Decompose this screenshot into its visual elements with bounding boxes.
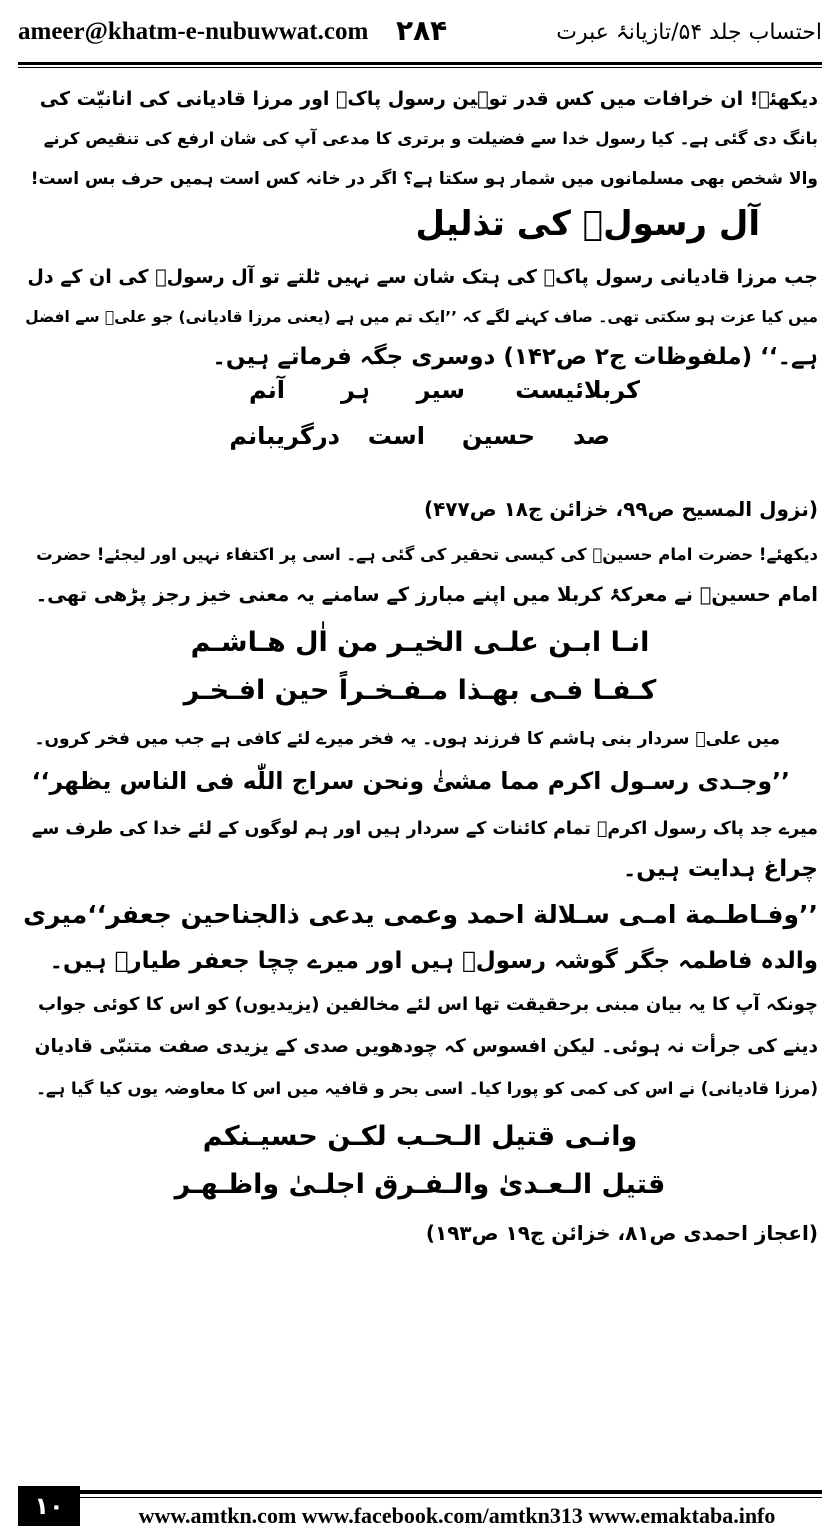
persian-couplet	[200, 376, 640, 466]
arabic-verse-2: کـفـا فـی بهـذا مـفـخـراً حین افـخـر	[183, 675, 657, 706]
paragraph-4-line-1: چونکہ آپ کا یہ بیان مبنی برحقیقت تھا اس لئے مخالفین (یزیدیوں) کو اس کا کوئی جواب	[37, 994, 818, 1015]
translation-1: میں علیؓ سردار بنی ہاشم کا فرزند ہوں۔ یہ فخر میرے لئے کافی ہے جب میں فخر کروں۔	[34, 729, 780, 749]
translation-3: والدہ فاطمہ جگر گوشہ رسولؐ ہیں اور میرے چچا جعفر طیارؓ ہیں۔	[49, 948, 818, 974]
translation-2-line-2: چراغ ہدایت ہیں۔	[622, 856, 818, 882]
paragraph-1-line-3: والا شخص بھی مسلمانوں میں شمار ہو سکتا ہے؟ اگر در خانہ کس است ہمیں حرف بس است!	[30, 169, 818, 189]
arabic-verse-1: انـا ابـن علـی الخیـر من اٰل هـاشـم	[190, 627, 650, 658]
paragraph-2-line-2: میں کیا عزت ہو سکتی تھی۔ صاف کہنے لگے کہ ’’ایک تم میں ہے (یعنی مرزا قادیانی) جو علیؓ سے افضل	[25, 308, 818, 326]
header-rule	[18, 62, 822, 65]
header-rule-thin	[18, 67, 822, 68]
couplet-word: سیر	[416, 376, 465, 404]
arabic-verse-5: وانـی قتیل الـحـب لکـن حسیـنکم	[202, 1121, 638, 1152]
paragraph-1-line-2: بانگ دی گئی ہے۔ کیا رسول خدا سے فضیلت و برتری کا مدعی آپ کی شان ارفع کی تنقیص کرنے	[43, 129, 818, 148]
translation-2-line-1: میرے جد پاک رسول اکرمؐ تمام کائنات کے سردار ہیں اور ہم لوگوں کے لئے خدا کی طرف سے	[31, 819, 818, 839]
arabic-verse-4: ’’وفـاطـمة امـی سـلالة احمد وعمی یدعی ذالجناحین جعفر‘‘میری	[23, 900, 818, 929]
couplet-word: آنم	[248, 376, 285, 404]
footer-rule-thin	[80, 1497, 822, 1498]
header-email: ameer@khatm-e-nubuwwat.com	[18, 18, 369, 45]
paragraph-4-line-2: دینے کی جرأت نہ ہوئی۔ لیکن افسوس کہ چودھویں صدی کے یزیدی صفت متنبّی قادیان	[34, 1036, 818, 1057]
couplet-word: صد	[572, 422, 610, 450]
page-header	[18, 14, 822, 58]
paragraph-2-line-1: جب مرزا قادیانی رسول پاکؐ کی ہتک شان سے نہیں ٹلتے تو آل رسولؐ کی ان کے دل	[27, 266, 818, 288]
citation-2: (اعجاز احمدی ص۸۱، خزائن ج۱۹ ص۱۹۳)	[425, 1221, 818, 1245]
couplet-word: است	[367, 422, 425, 450]
paragraph-4-line-3: (مرزا قادیانی) نے اس کی کمی کو پورا کیا۔ اسی بحر و قافیہ میں اس کا معاوضہ یوں کیا گیا ہے۔	[36, 1079, 818, 1098]
couplet-word: حسین	[461, 422, 535, 450]
paragraph-3-line-1: دیکھئے! حضرت امام حسینؓ کی کیسی تحقیر کی گئی ہے۔ اسی پر اکتفاء نہیں اور لیجئے! حضرت	[36, 545, 818, 564]
footer-page-number: ۱۰	[18, 1486, 80, 1526]
footer-links: www.amtkn.com www.facebook.com/amtkn313 www.emaktaba.info	[138, 1503, 776, 1528]
paragraph-3-line-2: امام حسینؓ نے معرکۂ کربلا میں اپنے مبارز کے سامنے یہ معنی خیز رجز پڑھی تھی۔	[35, 583, 818, 606]
footer-rule	[80, 1490, 822, 1494]
arabic-verse-6: قتیل الـعـدیٰ والـفـرق اجلـیٰ واظـهـر	[174, 1169, 666, 1200]
paragraph-2-line-3: ہے۔‘‘ (ملفوظات ج۲ ص۱۴۲) دوسری جگہ فرماتے ہیں۔	[212, 344, 818, 370]
header-page-number: ۲۸۴	[396, 14, 448, 47]
couplet-word: کربلائیست	[515, 376, 640, 404]
paragraph-1-line-1: دیکھئے! ان خرافات میں کس قدر توہین رسول پاکؐ اور مرزا قادیانی کی انانیّت کی	[39, 88, 818, 110]
arabic-verse-3: ’’وجـدی رسـول اکرم مما مشئٰ ونحن سراج اللّٰه فی الناس یظهر‘‘	[31, 767, 790, 795]
section-heading: آل رسولؐ کی تذلیل	[415, 204, 760, 244]
citation-1: (نزول المسیح ص۹۹، خزائن ج۱۸ ص۴۷۷)	[423, 497, 818, 521]
header-book-title: احتساب جلد ۵۴/تازیانۂ عبرت	[556, 20, 822, 45]
couplet-word: درگریبانم	[229, 422, 340, 450]
couplet-word: ہر	[341, 376, 370, 404]
